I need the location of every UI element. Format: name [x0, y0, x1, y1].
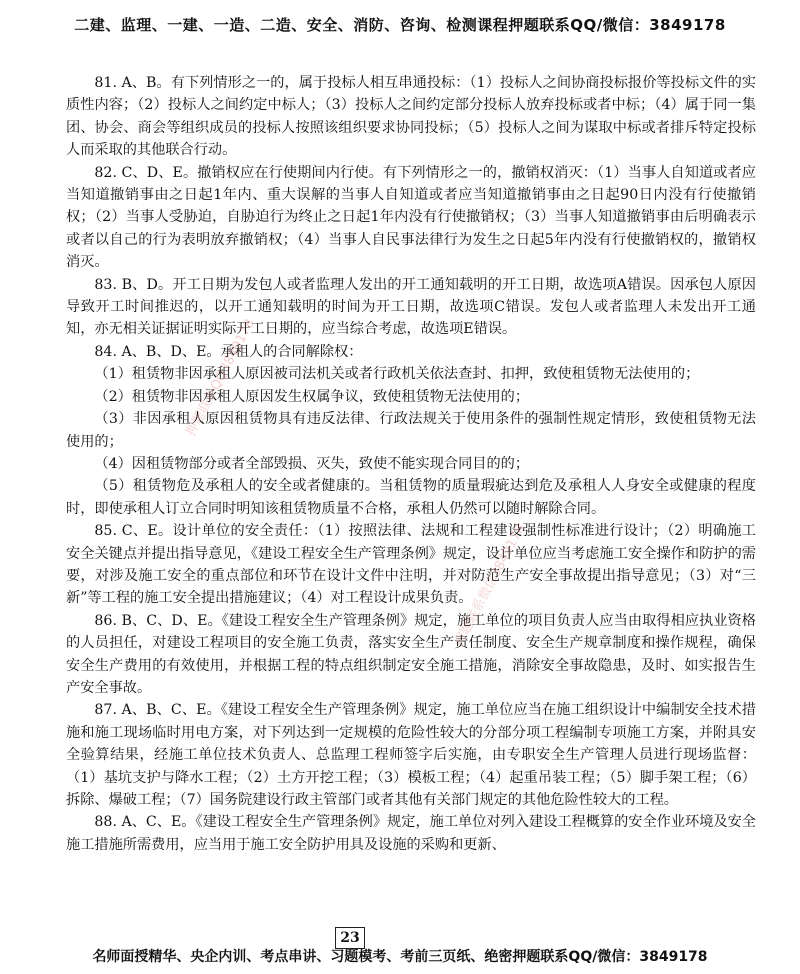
paragraph-84-item-2: （2）租赁物非因承租人原因发生权属争议，致使租赁物无法使用的；: [94, 388, 530, 405]
paragraph-88: 88. A、C、E。《建设工程安全生产管理条例》规定，施工单位对列入建设工程概算的安全作业环境及安全施工措施所需费用，应当用于施工安全防护用具及设施的采购和更新、: [66, 814, 756, 853]
paragraph-84: 84. A、B、D、E。承租人的合同解除权：: [94, 343, 363, 360]
paragraph-87: 87. A、B、C、E。《建设工程安全生产管理条例》规定，施工单位应当在施工组织设计中编制安全技术措施和施工现场临时用电方案，对下列达到一定规模的危险性较大的分部分项工程编制专项施工方案，并附具安全验算结果，经施工单位技术负责人、总监理工程师签字后实施，由专职安全生产管理人员进行现场监督：（1）基坑支护与降水工程；（2）土方开挖工程；（3）模板工程；（4）起重吊装工程；（5）脚手架工程；（6）拆除、爆破工程；（7）国务院建设行政主管部门或者其他有关部门规定的其他危险性较大的工程。: [66, 702, 756, 808]
paragraph-81: 81. A、B。有下列情形之一的，属于投标人相互串通投标：（1）投标人之间协商投标报价等投标文件的实质性内容；（2）投标人之间约定中标人；（3）投标人之间约定部分投标人放弃投标或者中标；（4）属于同一集团、协会、商会等组织成员的投标人按照该组织要求协同投标；（5）投标人之间为谋取中标或者排斥特定投标人而采取的其他联合行动。: [66, 75, 756, 159]
paragraph-82: 82. C、D、E。撤销权应在行使期间内行使。有下列情形之一的，撤销权消灭：（1）当事人自知道或者应当知道撤销事由之日起1年内、重大误解的当事人自知道或者应当知道撤销事由之日起90日内没有行使撤销权；（2）当事人受胁迫，自胁迫行为终止之日起1年内没有行使撤销权；（3）当事人知道撤销事由后明确表示或者以自己的行为表明放弃撤销权；（4）当事人自民事法律行为发生之日起5年内没有行使撤销权的，撤销权消灭。: [66, 164, 756, 271]
paragraph-84-item-5: （5）租赁物危及承租人的安全或者健康的。当租赁物的质量瑕疵达到危及承租人人身安全或健康的程度时，即使承租人订立合同时明知该租赁物质量不合格，承租人仍然可以随时解除合同。: [66, 478, 756, 517]
paragraph-84-item-3: （3）非因承租人原因租赁物具有违反法律、行政法规关于使用条件的强制性规定情形，致使租赁物无法使用的；: [66, 411, 756, 450]
page-header: 二建、监理、一建、一造、二造、安全、消防、咨询、检测课程押题联系QQ/微信：3849178: [74, 16, 726, 34]
answer-content: [66, 72, 756, 856]
paragraph-86: 86. B、C、D、E。《建设工程安全生产管理条例》规定，施工单位的项目负责人应当由取得相应执业资格的人员担任，对建设工程项目的安全施工负责，落实安全生产责任制度、安全生产规章制度和操作规程，确保安全生产费用的有效使用，并根据工程的特点组织制定安全施工措施，消除安全事故隐患，及时、如实报告生产安全事故。: [66, 612, 756, 696]
paragraph-83: 83. B、D。开工日期为发包人或者监理人发出的开工通知载明的开工日期，故选项A错误。因承包人原因导致开工时间推迟的，以开工通知载明的时间为开工日期，故选项C错误。发包人或者监理人未发出开工通知，亦无相关证据证明实际开工日期的，应当综合考虑，故选项E错误。: [66, 276, 756, 338]
page-footer: 名师面授精华、央企内训、考点串讲、习题模考、考前三页纸、绝密押题联系QQ/微信：3849178: [92, 949, 708, 965]
paragraph-84-item-1: （1）租赁物非因承租人原因被司法机关或者行政机关依法查封、扣押，致使租赁物无法使用的；: [94, 366, 700, 383]
watermark: 押题联系微信3849178: [451, 521, 529, 649]
paragraph-85: 85. C、E。设计单位的安全责任：（1）按照法律、法规和工程建设强制性标准进行设计；（2）明确施工安全关键点并提出指导意见，《建设工程安全生产管理条例》规定，设计单位应当考虑施工安全操作和防护的需要，对涉及施工安全的重点部位和环节在设计文件中注明，并对防范生产安全事故提出指导意见；（3）对“三新”等工程的施工安全提出措施建议；（4）对工程设计成果负责。: [66, 523, 756, 607]
watermark: 押题联系QQ3849178: [183, 316, 258, 439]
paragraph-84-item-4: （4）因租赁物部分或者全部毁损、灭失，致使不能实现合同目的的；: [94, 455, 530, 472]
page-number: 23: [335, 927, 365, 949]
